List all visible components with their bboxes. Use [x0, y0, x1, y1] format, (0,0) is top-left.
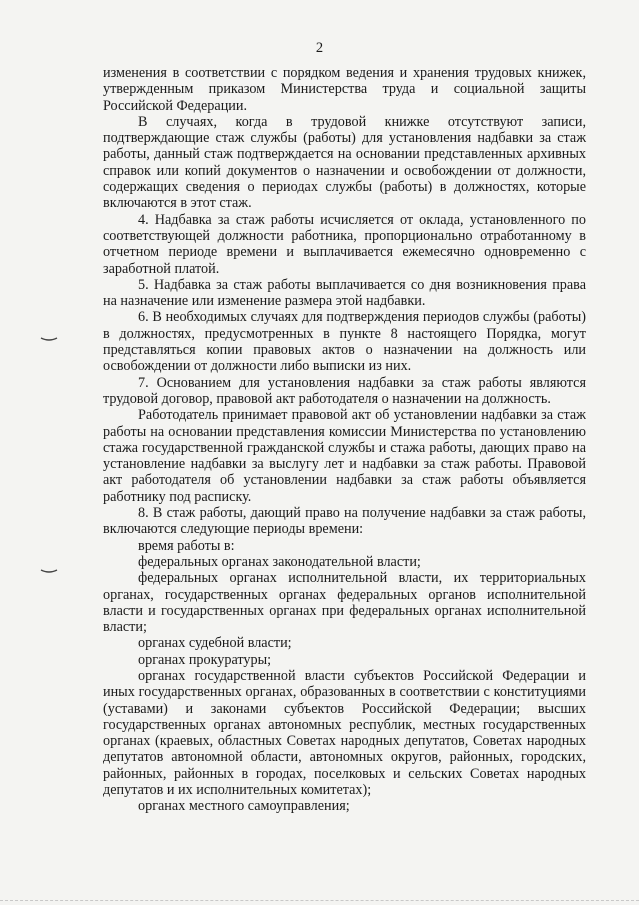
list-item-executive: федеральных органах исполнительной власти, их территориальных органах, государственных органах федеральных органов исполнительной власти и государственных органах при федеральных органах исполнительной власти;	[103, 570, 586, 636]
paragraph-clause-6: 6. В необходимых случаях для подтверждения периодов службы (работы) в должностях, предусмотренных в пункте 8 настоящего Порядка, могут представляться копии правовых актов о назначении на должность или освобождении от должности либо выписки из них.	[103, 309, 586, 375]
list-intro: время работы в:	[138, 537, 235, 554]
paragraph-2: В случаях, когда в трудовой книжке отсутствуют записи, подтверждающие стаж службы (работы) для установления надбавки за стаж работы, данный стаж подтверждается на основании представленных архивных справок или копий документов о назначении и освобождении от должности, содержащих сведения о периодах службы (работы) в должностях, которые включаются в этот стаж.	[103, 113, 586, 212]
list-item-judicial: органах судебной власти;	[138, 635, 292, 652]
paragraph-1: изменения в соответствии с порядком ведения и хранения трудовых книжек, утвержденным приказом Министерства труда и социальной защиты Российской Федерации.	[103, 65, 586, 114]
binding-hole-mark	[40, 336, 58, 342]
list-item-legislative: федеральных органах законодательной власти;	[138, 553, 421, 570]
scan-edge	[0, 900, 639, 905]
binding-hole-mark	[40, 568, 58, 574]
paragraph-clause-8: 8. В стаж работы, дающий право на получение надбавки за стаж работы, включаются следующие периоды времени:	[103, 505, 586, 538]
page-number: 2	[315, 40, 324, 56]
paragraph-clause-4: 4. Надбавка за стаж работы исчисляется от оклада, установленного по соответствующей должности работника, пропорционально отработанному в отчетном периоде времени и выплачивается ежемесячно одновременно с заработной платой.	[103, 211, 586, 277]
list-item-local: органах местного самоуправления;	[138, 798, 350, 815]
paragraph-employer-act: Работодатель принимает правовой акт об установлении надбавки за стаж работы на основании представления комиссии Министерства по установлению стажа государственной гражданской службы и стажа работы, дающих право на установление надбавки за выслугу лет и надбавки за стаж работы. Правовой акт работодателя об установлении надбавки за стаж работы объявляется работнику под расписку.	[103, 407, 586, 505]
list-item-regional: органах государственной власти субъектов Российской Федерации и иных государственных органах, образованных в соответствии с конституциями (уставами) и законами субъектов Российской Федерации; высших государственных органах автономных республик, местных государственных органах (краевых, областных Советах народных депутатов, Советах народных депутатов автономной области, автономных округов, районных, городских, районных, районных в городах, поселковых и сельских Советах народных депутатов и их исполнительных комитетах);	[103, 667, 586, 799]
paragraph-clause-5: 5. Надбавка за стаж работы выплачивается со дня возникновения права на назначение или изменение размера этой надбавки.	[103, 276, 586, 310]
list-item-prosecution: органах прокуратуры;	[138, 651, 272, 668]
paragraph-clause-7: 7. Основанием для установления надбавки за стаж работы являются трудовой договор, правовой акт работодателя о назначении на должность.	[103, 374, 586, 407]
document-body	[103, 65, 586, 815]
